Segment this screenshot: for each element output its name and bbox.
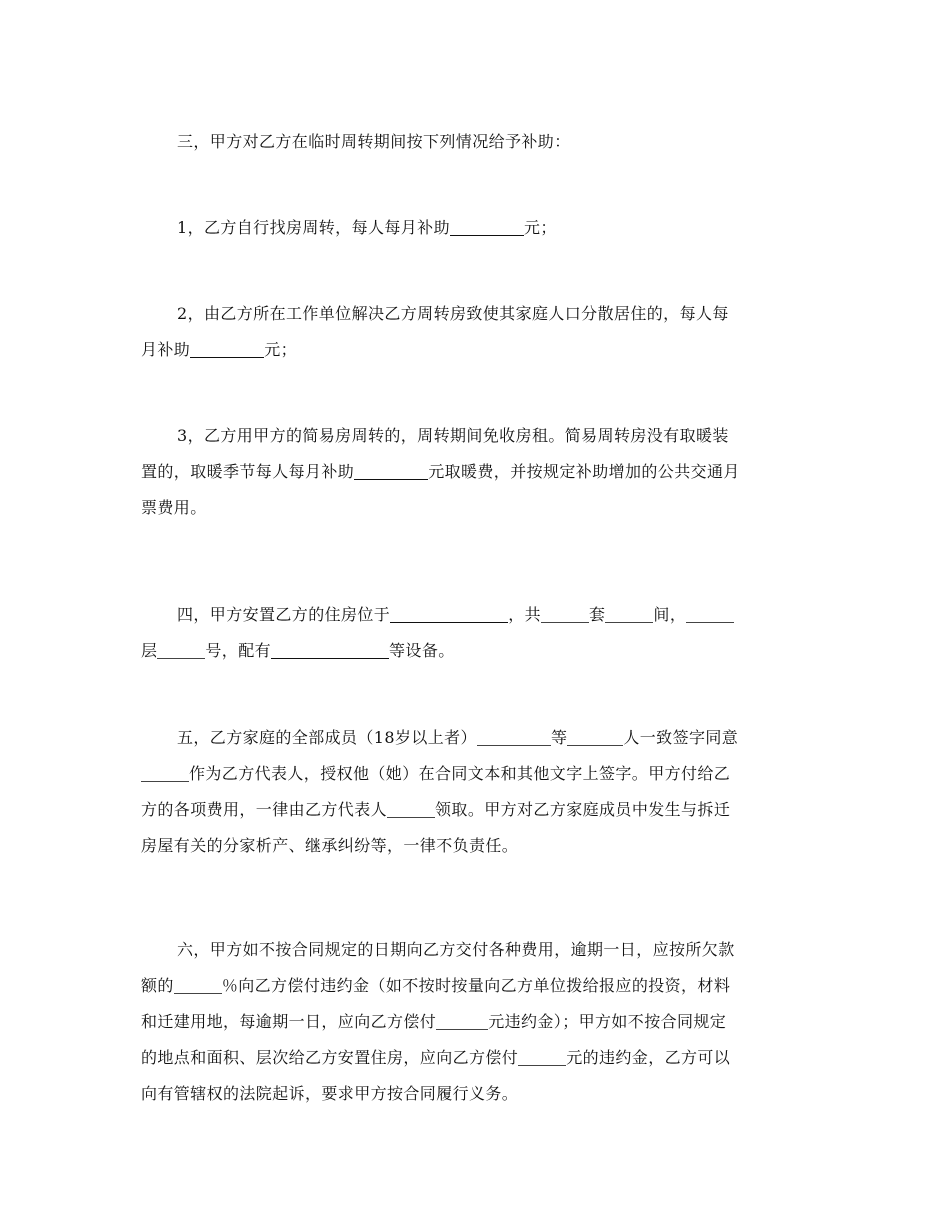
clause-6 <box>141 932 813 1112</box>
clause-4-text-7: 等设备。 <box>389 641 455 660</box>
clause-3-item-3 <box>141 418 813 526</box>
representative-blank <box>141 763 189 782</box>
item-3-line-3: 票费用。 <box>141 498 207 517</box>
clause-5-text-3: 人一致签字同意 <box>623 728 739 747</box>
item-3-line-2-text: 置的，取暖季节每人每月补助 <box>141 462 355 481</box>
item-2-line-2-text: 月补助 <box>141 340 191 359</box>
clause-6-line-1: 六，甲方如不按合同规定的日期向乙方交付各种费用，逾期一日，应按所欠款 <box>177 940 735 959</box>
item-1-unit: 元； <box>523 218 557 237</box>
representative-receipt-blank <box>387 799 435 818</box>
clause-5-text-1: 五，乙方家庭的全部成员（18岁以上者） <box>177 728 477 747</box>
clause-6-text-4a: 的地点和面积、层次给乙方安置住房，应向乙方偿付 <box>141 1048 519 1067</box>
clause-3-item-1 <box>141 210 813 246</box>
item-1-text: 1，乙方自行找房周转，每人每月补助 <box>177 218 450 237</box>
clause-4-text-5: 层 <box>141 641 158 660</box>
item-3-line-1: 3，乙方用甲方的简易房周转的，周转期间免收房租。简易周转房没有取暖装 <box>177 426 729 445</box>
item-3-amount-blank <box>354 461 428 480</box>
clause-3-item-2 <box>141 296 813 368</box>
floor-blank <box>686 604 734 623</box>
clause-4-text-2: ，共 <box>508 605 542 624</box>
daily-penalty-blank <box>436 1011 488 1030</box>
room-count-blank <box>605 604 653 623</box>
item-2-unit: 元； <box>264 340 298 359</box>
clause-4-text-6: 号，配有 <box>205 641 272 660</box>
equipment-blank <box>271 640 389 659</box>
clause-6-text-3b: 元违约金）；甲方如不按合同规定 <box>488 1012 727 1031</box>
clause-5-text-6: 领取。甲方对乙方家庭成员中发生与拆迁 <box>435 800 731 819</box>
item-3-line-2-rest: 元取暖费，并按规定补助增加的公共交通月 <box>428 462 740 481</box>
clause-6-line-5: 向有管辖权的法院起诉，要求甲方按合同履行义务。 <box>141 1084 519 1103</box>
clause-5-text-5: 方的各项费用，一律由乙方代表人 <box>141 800 388 819</box>
clause-4-text-4: 间， <box>653 605 687 624</box>
item-2-line-1: 2，由乙方所在工作单位解决乙方周转房致使其家庭人口分散居住的，每人每 <box>177 304 729 323</box>
clause-5 <box>141 720 813 864</box>
clause-6-text-2a: 额的 <box>141 976 174 995</box>
clause-3-heading-text: 三，甲方对乙方在临时周转期间按下列情况给予补助： <box>177 132 571 151</box>
penalty-percent-blank <box>174 975 222 994</box>
clause-3-heading <box>141 124 813 160</box>
suite-count-blank <box>541 604 589 623</box>
clause-5-text-4: 作为乙方代表人，授权他（她）在合同文本和其他文字上签字。甲方付给乙 <box>189 764 731 783</box>
clause-4-text-1: 四，甲方安置乙方的住房位于 <box>177 605 391 624</box>
clause-6-text-4b: 元的违约金，乙方可以 <box>566 1048 731 1067</box>
item-1-amount-blank <box>450 217 524 236</box>
housing-location-blank <box>390 604 508 623</box>
clause-4 <box>141 597 813 669</box>
clause-4-text-3: 套 <box>589 605 606 624</box>
clause-5-line-4: 房屋有关的分家析产、继承纠纷等，一律不负责任。 <box>141 836 519 855</box>
unit-number-blank <box>157 640 205 659</box>
family-members-blank <box>477 727 551 746</box>
item-2-amount-blank <box>190 339 264 358</box>
housing-penalty-blank <box>518 1047 566 1066</box>
clause-5-text-2: 等 <box>550 728 568 747</box>
member-count-blank <box>567 727 623 746</box>
clause-6-text-2b: ％向乙方偿付违约金（如不按时按量向乙方单位拨给报应的投资，材料 <box>221 976 731 995</box>
clause-6-text-3a: 和迁建用地，每逾期一日，应向乙方偿付 <box>141 1012 437 1031</box>
